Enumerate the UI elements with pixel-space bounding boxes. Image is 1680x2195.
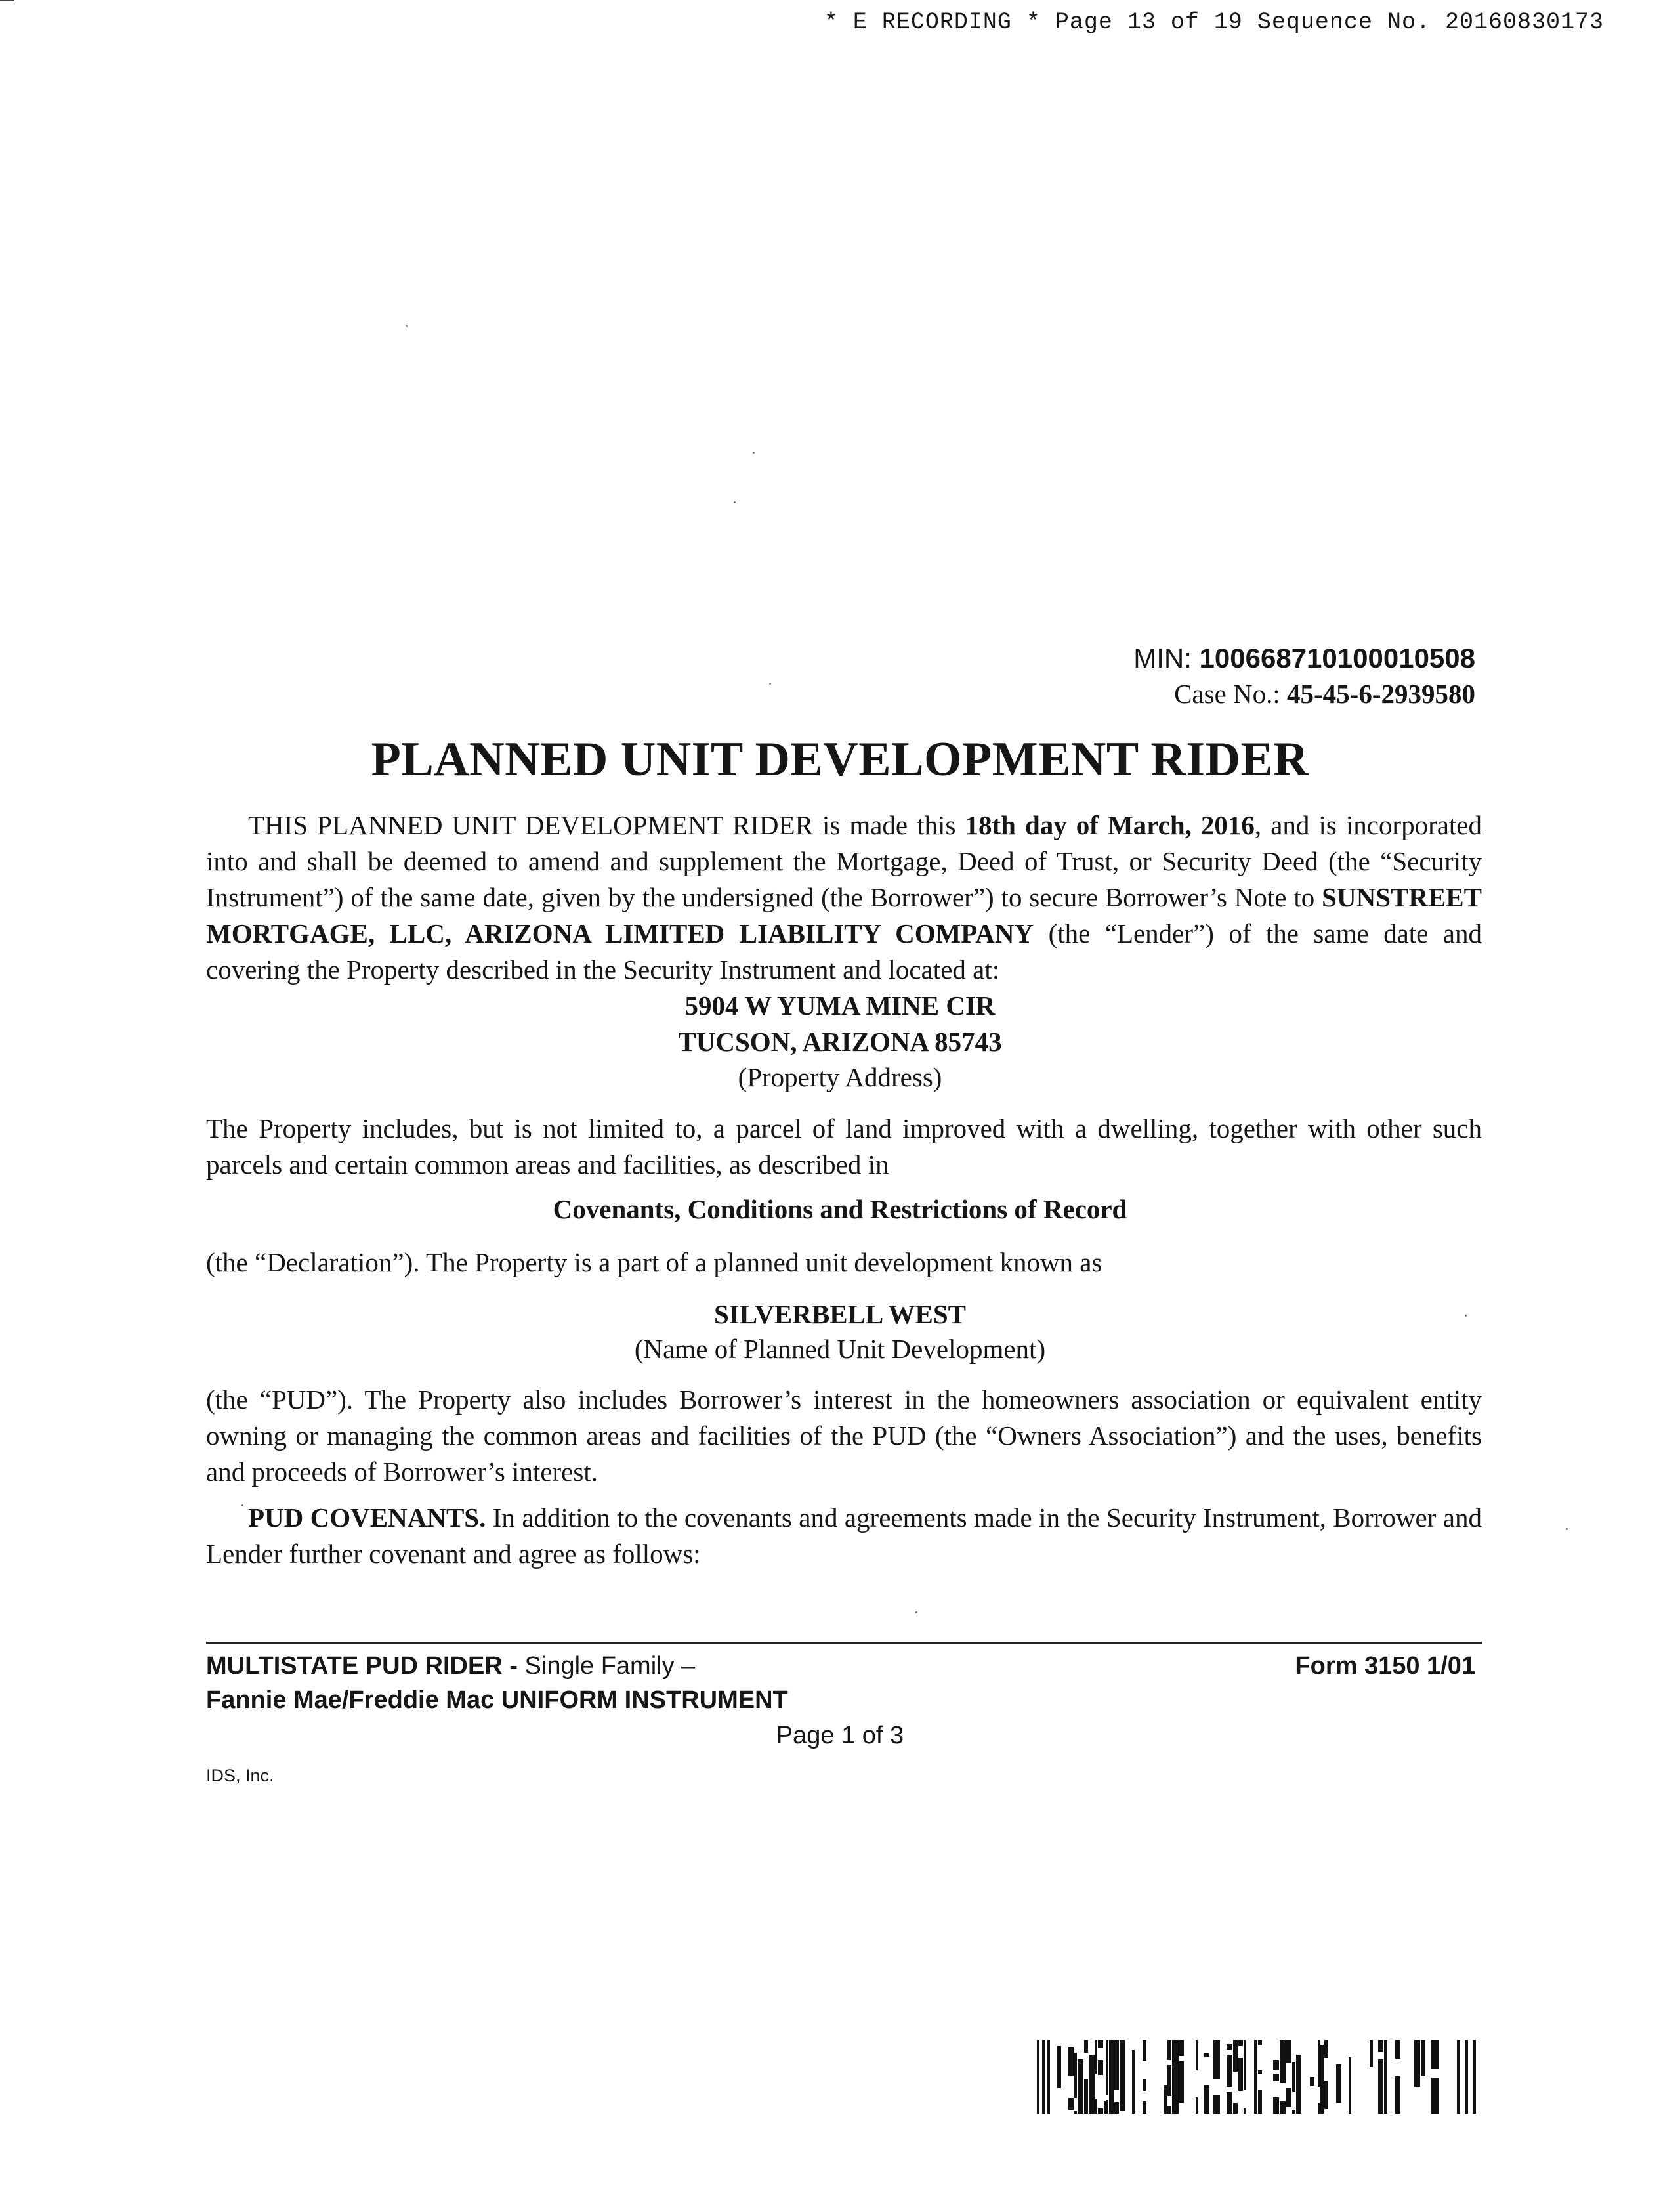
scan-speck [1566, 1528, 1568, 1530]
form-title-line-1 [206, 1649, 788, 1683]
declaration-paragraph: (the “Declaration”). The Property is a part of a planned unit development known as [206, 1247, 1102, 1277]
recording-header: * E RECORDING * Page 13 of 19 Sequence No. 20160830173 [824, 9, 1604, 35]
form-title-bold: MULTISTATE PUD RIDER - [206, 1652, 518, 1680]
pud-name-caption: (Name of Planned Unit Development) [634, 1334, 1046, 1364]
case-label: Case No.: [1174, 679, 1280, 709]
property-includes-paragraph: The Property includes, but is not limited to, a parcel of land improved with a dwelling, together with other such parcels and certain common areas and facilities, as described in [206, 1113, 1482, 1180]
form-name [206, 1649, 788, 1717]
pud-covenants-heading: PUD COVENANTS. [248, 1502, 486, 1533]
declaration-name: Covenants, Conditions and Restrictions of Record [553, 1194, 1127, 1224]
scan-corner-mark [0, 0, 14, 1]
scan-speck [242, 1504, 243, 1506]
case-line [1133, 676, 1475, 712]
form-number: Form 3150 1/01 [1295, 1652, 1475, 1680]
lender-name: SUNSTREET MORTGAGE, LLC, ARIZONA LIMITED LIABILITY COMPANY [206, 882, 1482, 948]
barcode-image [1037, 2040, 1480, 2114]
identifier-block [1133, 641, 1475, 712]
scan-speck [769, 683, 771, 685]
property-address-caption: (Property Address) [738, 1062, 942, 1092]
scan-speck [1465, 1315, 1467, 1317]
intro-paragraph [206, 807, 1482, 988]
scan-speck [915, 1611, 917, 1613]
form-title-rest: Single Family – [517, 1652, 696, 1680]
pud-covenants-paragraph [206, 1500, 1482, 1572]
property-address-line-2: TUCSON, ARIZONA 85743 [678, 1027, 1002, 1057]
footer-rule [206, 1642, 1482, 1644]
pud-paragraph: (the “PUD”). The Property also includes Borrower’s interest in the homeowners association or equivalent entity owning or managing the common areas and facilities of the PUD (the “Owners Association”) and the uses, benefits and proceeds of Borrower’s interest. [206, 1384, 1482, 1487]
min-label: MIN: [1133, 643, 1192, 673]
min-value: 100668710100010508 [1199, 643, 1475, 673]
vendor-name: IDS, Inc. [206, 1766, 274, 1785]
scan-speck [753, 452, 755, 454]
scan-speck [406, 325, 408, 327]
scan-speck [734, 501, 736, 503]
intro-text-2: , and is incorporated into and shall be deemed to amend and supplement the Mortgage, Deed of Trust, or Security Deed (the “Security Instrument”) of the same date, given by the undersigned (the Borrower”) to secure Borrower’s Note to [206, 810, 1482, 912]
document-title: PLANNED UNIT DEVELOPMENT RIDER [371, 733, 1309, 786]
intro-text-3: (the “Lender”) of the same date and covering the Property described in the Security Instrument and located at: [206, 918, 1482, 985]
case-value: 45-45-6-2939580 [1287, 679, 1475, 709]
pud-name: SILVERBELL WEST [713, 1299, 967, 1329]
form-title-line-2: Fannie Mae/Freddie Mac UNIFORM INSTRUMENT [206, 1686, 788, 1714]
property-address-line-1: 5904 W YUMA MINE CIR [684, 991, 996, 1021]
min-line [1133, 641, 1475, 676]
rider-date: 18th day of March, 2016 [965, 810, 1255, 840]
page-count: Page 1 of 3 [776, 1722, 904, 1749]
pud-covenants-text: In addition to the covenants and agreements made in the Security Instrument, Borrower and Lender further covenant and agree as follows: [206, 1502, 1482, 1569]
intro-text-1: THIS PLANNED UNIT DEVELOPMENT RIDER is made this [248, 810, 965, 840]
